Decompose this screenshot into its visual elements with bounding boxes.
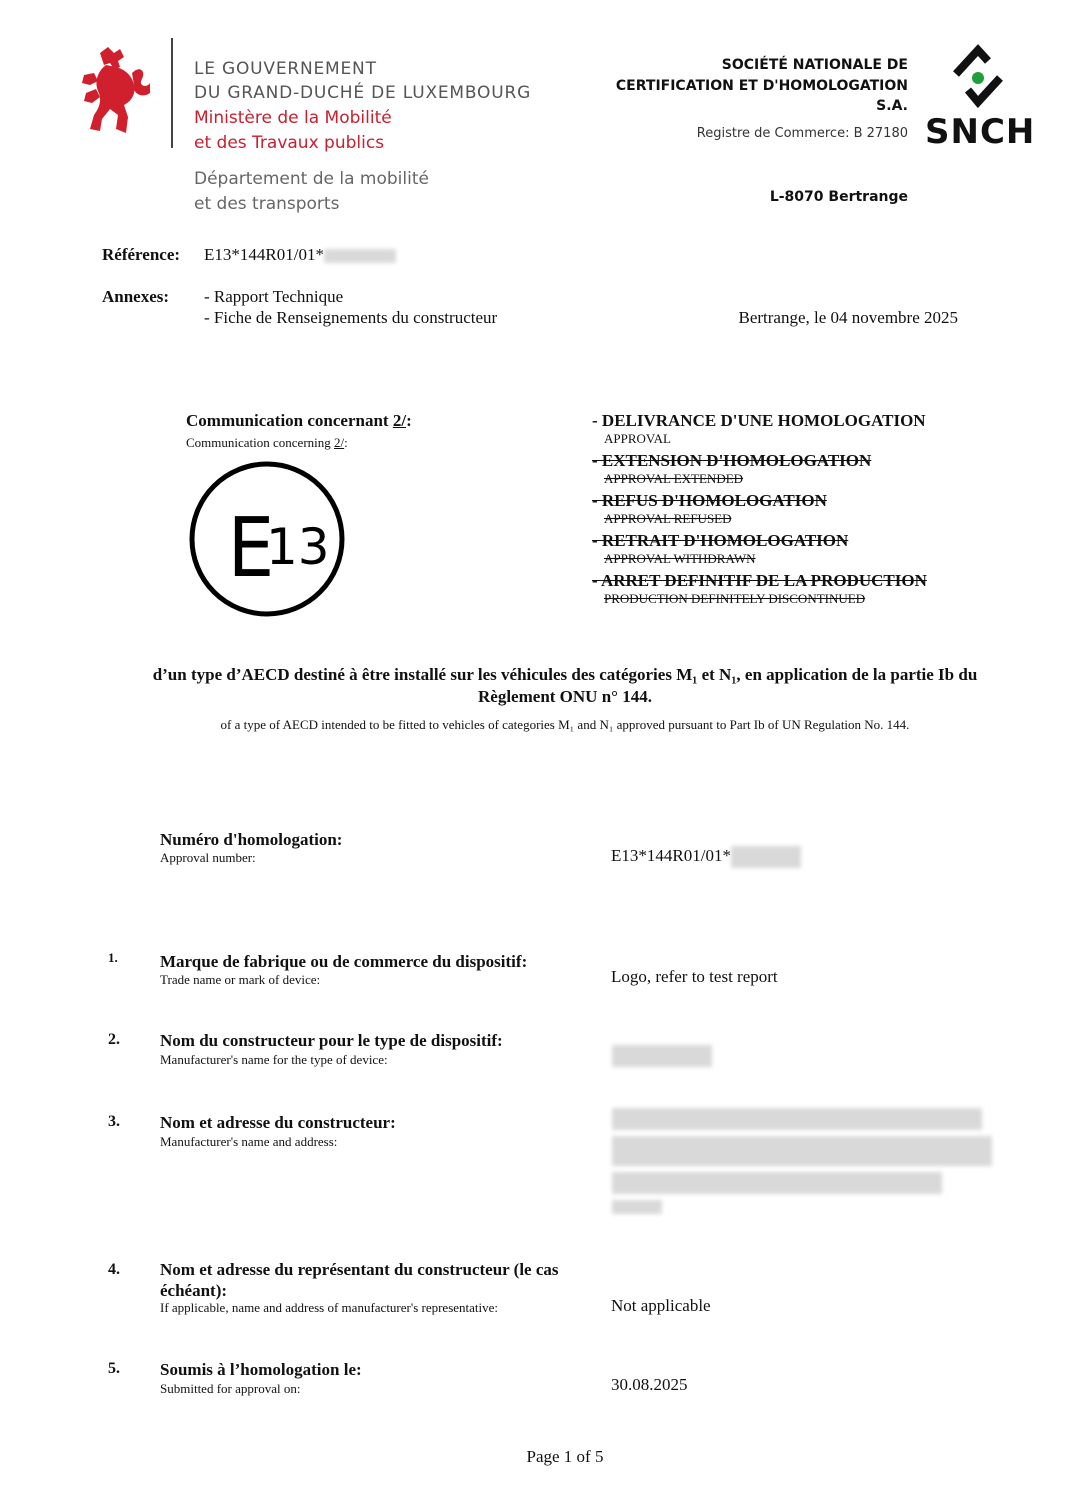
- item-label-en: Trade name or mark of device:: [160, 972, 321, 987]
- reference-number: E13*144R01/01*: [204, 245, 324, 264]
- item-label-en: Submitted for approval on:: [160, 1381, 301, 1396]
- item-label-fr: [160, 1259, 559, 1301]
- item-number: 5.: [108, 1360, 120, 1377]
- status-en: PRODUCTION DEFINITELY DISCONTINUED: [604, 591, 866, 606]
- subject-fr-line-2: Règlement ONU n° 144.: [478, 687, 652, 706]
- item-number: 3.: [108, 1113, 120, 1130]
- communication-subtitle-colon: :: [344, 435, 348, 450]
- page-number: Page 1 of 5: [526, 1447, 604, 1466]
- status-item: [592, 571, 927, 611]
- footnote-ref: 2/: [334, 435, 345, 450]
- status-fr: - ARRET DEFINITIF DE LA PRODUCTION: [592, 571, 927, 590]
- item-label-fr-line-1: Nom et adresse du représentant du constructeur (le cas: [160, 1260, 559, 1279]
- annex-item: - Rapport Technique: [204, 287, 344, 306]
- government-line-2: DU GRAND-DUCHÉ DE LUXEMBOURG: [194, 83, 532, 103]
- snch-name-line-1: SOCIÉTÉ NATIONALE DE: [721, 57, 908, 73]
- ministry-line-1: Ministère de la Mobilité: [194, 108, 392, 128]
- approval-number-label-fr: Numéro d'homologation:: [160, 830, 343, 849]
- status-fr: - EXTENSION D'HOMOLOGATION: [592, 451, 872, 470]
- status-en: APPROVAL REFUSED: [604, 511, 732, 526]
- redacted-address: [612, 1108, 992, 1214]
- redacted-block: [612, 1045, 712, 1067]
- redacted-block: [612, 1108, 982, 1130]
- reference-value: [204, 245, 396, 265]
- item-value: Not applicable: [611, 1296, 711, 1315]
- communication-title: [186, 411, 412, 431]
- redacted-block: [612, 1200, 662, 1214]
- status-en: APPROVAL WITHDRAWN: [604, 551, 756, 566]
- communication-title-text: Communication concernant: [186, 411, 393, 430]
- communication-title-colon: :: [406, 411, 412, 430]
- item-label-en: Manufacturer's name and address:: [160, 1134, 338, 1149]
- approval-number-label-en: Approval number:: [160, 850, 256, 865]
- item-number: 1.: [108, 950, 118, 965]
- status-fr: - REFUS D'HOMOLOGATION: [592, 491, 827, 510]
- item-label-en: If applicable, name and address of manufacturer's representative:: [160, 1300, 499, 1315]
- redacted-block: [612, 1136, 992, 1166]
- footnote-ref: 2/: [392, 411, 407, 430]
- approval-number-value: [611, 846, 801, 868]
- government-line-1: LE GOUVERNEMENT: [194, 59, 377, 79]
- status-item: [592, 411, 927, 451]
- item-label-fr: Nom du constructeur pour le type de dispositif:: [160, 1031, 503, 1050]
- communication-subtitle: [186, 435, 348, 451]
- annex-item: - Fiche de Renseignements du constructeur: [204, 308, 498, 327]
- e13-letter: E: [227, 501, 275, 596]
- item-number: 4.: [108, 1261, 120, 1278]
- item-value: 30.08.2025: [611, 1375, 688, 1394]
- subject-fr-line-1: d’un type d’AECD destiné à être installé sur les véhicules des catégories M₁ et N₁, en application de la partie Ib du: [152, 665, 978, 684]
- status-en: APPROVAL EXTENDED: [604, 471, 744, 486]
- place-date: Bertrange, le 04 novembre 2025: [738, 308, 958, 327]
- item-number: 2.: [108, 1031, 120, 1048]
- department-line-2: et des transports: [194, 194, 340, 214]
- snch-name-line-2: CERTIFICATION ET D'HOMOLOGATION: [615, 78, 908, 94]
- item-label-fr: Soumis à l’homologation le:: [160, 1360, 362, 1379]
- status-en: APPROVAL: [604, 431, 671, 446]
- annexes-label: Annexes:: [102, 287, 170, 306]
- status-list: [592, 411, 927, 611]
- subject-fr: [100, 664, 1030, 708]
- snch-name-line-3: S.A.: [876, 98, 908, 114]
- header-divider: [171, 38, 173, 148]
- snch-diamond-icon: [948, 44, 1008, 114]
- approval-number: E13*144R01/01*: [611, 846, 731, 865]
- item-label-fr: Marque de fabrique ou de commerce du dispositif:: [160, 952, 528, 971]
- snch-address: L-8070 Bertrange: [769, 189, 908, 205]
- ministry-line-2: et des Travaux publics: [194, 133, 385, 153]
- status-item: [592, 491, 927, 531]
- status-item: [592, 531, 927, 571]
- redacted-block: [612, 1172, 942, 1194]
- redacted-block: [324, 249, 396, 263]
- status-fr: - RETRAIT D'HOMOLOGATION: [592, 531, 849, 550]
- status-item: [592, 451, 927, 491]
- item-label-en: Manufacturer's name for the type of device:: [160, 1052, 388, 1067]
- luxembourg-lion-icon: [80, 45, 152, 137]
- item-label-fr-line-2: échéant):: [160, 1281, 228, 1300]
- item-value: Logo, refer to test report: [611, 967, 778, 986]
- item-label-fr: Nom et adresse du constructeur:: [160, 1113, 396, 1132]
- snch-register: Registre de Commerce: B 27180: [696, 126, 908, 141]
- status-fr: - DELIVRANCE D'UNE HOMOLOGATION: [592, 411, 926, 430]
- reference-label: Référence:: [102, 245, 181, 264]
- subject-en: of a type of AECD intended to be fitted to vehicles of categories M₁ and N₁ approved pursuant to Part Ib of UN Regulation No. 144.: [220, 717, 910, 732]
- snch-logo-text: SNCH: [925, 112, 1036, 152]
- department-line-1: Département de la mobilité: [194, 169, 429, 189]
- communication-subtitle-text: Communication concerning: [186, 435, 335, 450]
- e13-number: 13: [266, 518, 330, 576]
- redacted-block: [731, 846, 801, 868]
- e13-approval-mark: [188, 460, 346, 618]
